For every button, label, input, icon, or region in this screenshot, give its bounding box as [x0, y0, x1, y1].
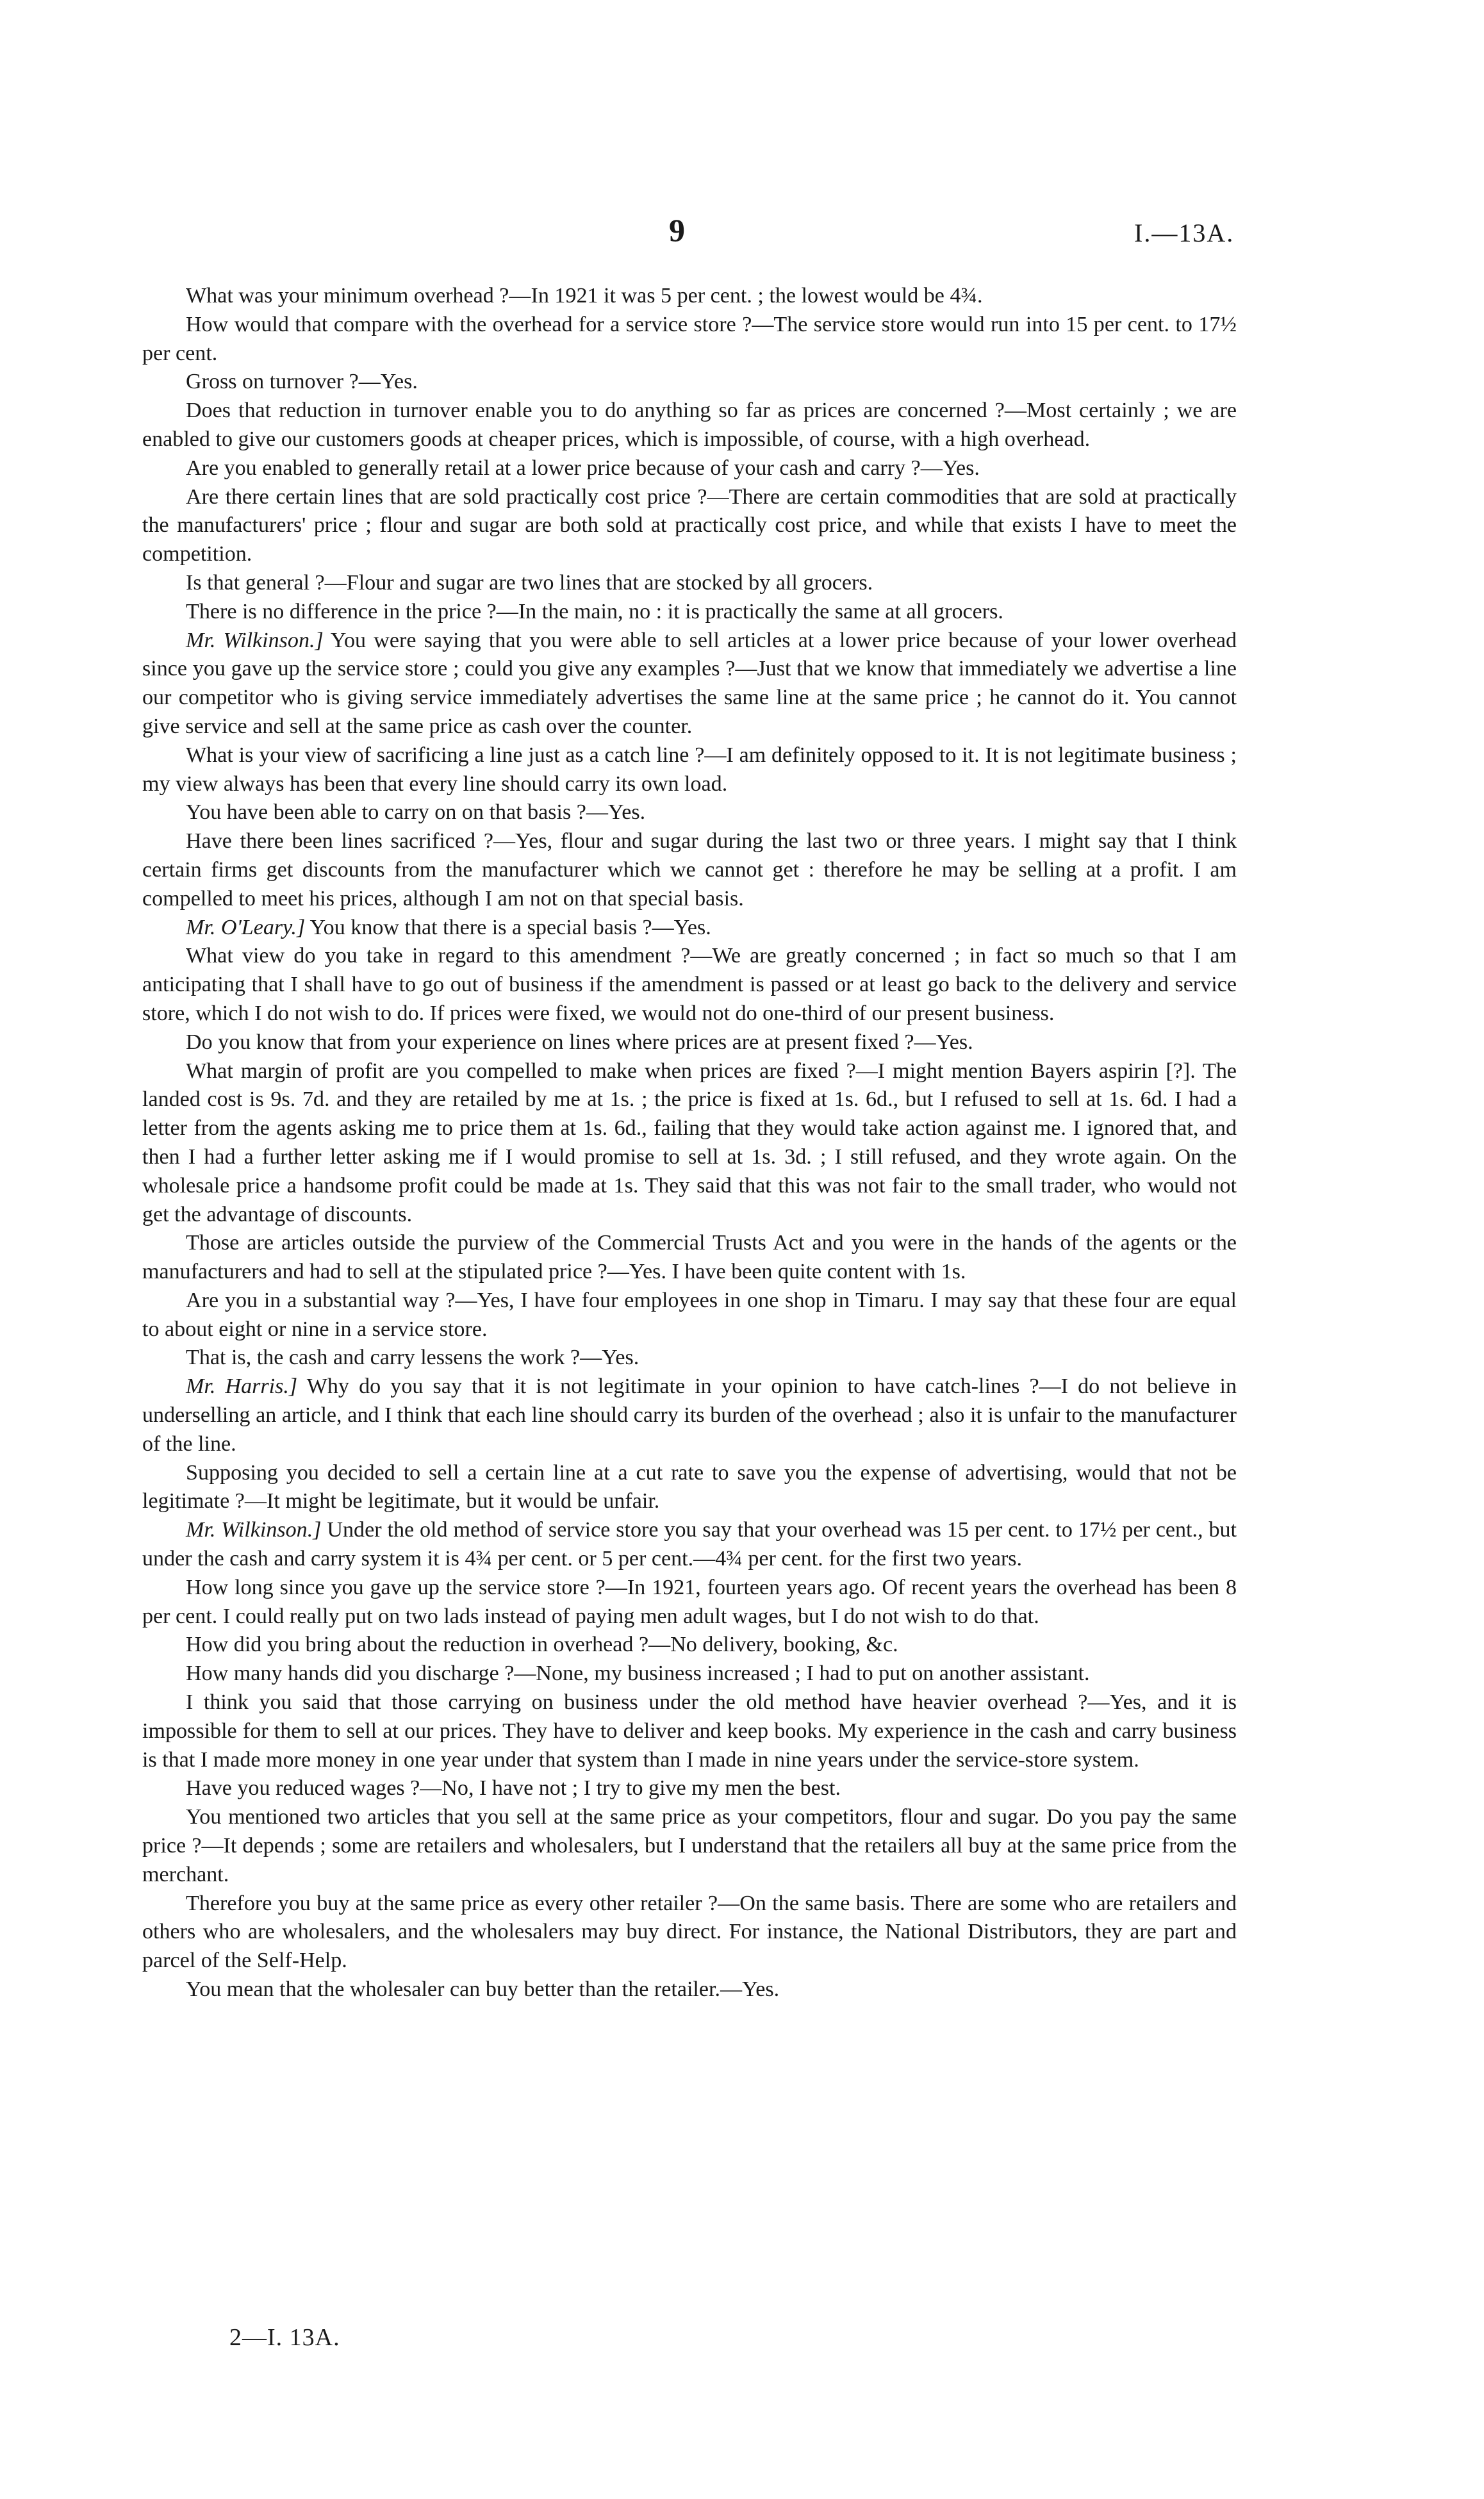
paragraph — [142, 627, 1237, 741]
speaker-label: Mr. Wilkinson.] — [186, 1518, 322, 1542]
paragraph-text: Gross on turnover ?—Yes. — [186, 370, 418, 394]
signature-mark: 2—I. 13A. — [229, 2324, 340, 2351]
paragraph-text: Therefore you buy at the same price as every other retailer ?—On the same basis. There are some who are retailers and others who are wholesalers, and the wholesalers may buy direct. For instance, the National Distributors, they are part and parcel of the Self-Help. — [142, 1891, 1237, 1973]
paragraph — [142, 1774, 1237, 1803]
paragraph — [142, 1890, 1237, 1975]
speaker-label: Mr. Harris.] — [186, 1374, 298, 1399]
paragraph-text: What is your view of sacrificing a line just as a catch line ?—I am definitely opposed to it. It is not legitimate business ; my view always has been that every line should carry its own load. — [142, 743, 1237, 796]
paragraph-text: You mentioned two articles that you sell at the same price as your competitors, flour and sugar. Do you pay the same price ?—It depends ; some are retailers and wholesalers, but I understand that the retailers all buy at the same price from the merchant. — [142, 1805, 1237, 1886]
paragraph — [142, 569, 1237, 598]
paragraph — [142, 942, 1237, 1028]
page-reference: I.—13A. — [1134, 219, 1235, 247]
paragraph-text: How many hands did you discharge ?—None, my business increased ; I had to put on another assistant. — [186, 1662, 1090, 1686]
paragraph-text: How did you bring about the reduction in overhead ?—No delivery, booking, &c. — [186, 1633, 898, 1657]
paragraph — [142, 1028, 1237, 1057]
paragraph — [142, 798, 1237, 827]
paragraph — [142, 1057, 1237, 1230]
paragraph-text: Does that reduction in turnover enable you to do anything so far as prices are concerned ?—Most certainly ; we are enabled to give our customers goods at cheaper prices, which is impossible, of course, with a high overhead. — [142, 399, 1237, 451]
paragraph — [142, 311, 1237, 368]
paragraph-text: Have you reduced wages ?—No, I have not ; I try to give my men the best. — [186, 1776, 841, 1801]
page-number: 9 — [669, 212, 686, 248]
paragraph — [142, 1459, 1237, 1517]
paragraph-text: What was your minimum overhead ?—In 1921 it was 5 per cent. ; the lowest would be 4¾. — [186, 284, 983, 308]
evidence-transcript — [142, 282, 1237, 2004]
paragraph-text: What margin of profit are you compelled to make when prices are fixed ?—I might mention Bayers aspirin [?]. The landed cost is 9s. 7d. and they are retailed by me at 1s. ; the price is fixed at 1s. 6d., but I refused to sell at 1s. 6d. I had a letter from the agents asking me to price them at 1s. 6d., failing that they would take action against me. I ignored that, and then I had a further letter asking me if I would promise to sell at 1s. 3d. ; I still refused, and they wrote again. On the wholesale price a handsome profit could be made at 1s. They said that this was not fair to the small trader, who would not get the advantage of discounts. — [142, 1059, 1237, 1226]
paragraph — [142, 1516, 1237, 1574]
paragraph — [142, 1631, 1237, 1660]
paragraph-text: How would that compare with the overhead for a service store ?—The service store would run into 15 per cent. to 17½ per cent. — [142, 312, 1237, 365]
paragraph-text: Are there certain lines that are sold practically cost price ?—There are certain commodities that are sold at practically the manufacturers' price ; flour and sugar are both sold at practically cost price, and while that exists I have to meet the competition. — [142, 484, 1237, 566]
paragraph — [142, 741, 1237, 799]
paragraph-text: What view do you take in regard to this amendment ?—We are greatly concerned ; in fact so much so that I am anticipating that I shall have to go out of business if the amendment is passed or at least go back to the delivery and service store, which I do not wish to do. If prices were fixed, we would not do one-third of our present business. — [142, 944, 1237, 1025]
paragraph — [142, 827, 1237, 913]
speaker-label: Mr. O'Leary.] — [186, 915, 306, 939]
paragraph-text: Do you know that from your experience on lines where prices are at present fixed ?—Yes. — [186, 1030, 973, 1054]
paragraph — [142, 1975, 1237, 2004]
paragraph-text: How long since you gave up the service store ?—In 1921, fourteen years ago. Of recent years the overhead has been 8 per cent. I could really put on two lads instead of paying men adult wages, but I do not wish to do that. — [142, 1575, 1237, 1628]
paragraph — [142, 1688, 1237, 1774]
paragraph — [142, 1660, 1237, 1688]
paragraph — [142, 1373, 1237, 1458]
paragraph-text: Is that general ?—Flour and sugar are two lines that are stocked by all grocers. — [186, 570, 873, 595]
paragraph-text: You mean that the wholesaler can buy better than the retailer.—Yes. — [186, 1977, 780, 2002]
paragraph-text: Those are articles outside the purview of the Commercial Trusts Act and you were in the hands of the agents or the manufacturers and had to sell at the stipulated price ?—Yes. I have been quite content with 1s. — [142, 1231, 1237, 1284]
paragraph-text: Why do you say that it is not legitimate in your opinion to have catch-lines ?—I do not believe in underselling an article, and I think that each line should carry its burden of the overhead ; also it is unfair to the manufacturer of the line. — [142, 1374, 1237, 1456]
paragraph — [142, 368, 1237, 397]
paragraph-text: I think you said that those carrying on business under the old method have heavier overhead ?—Yes, and it is impossible for them to sell at our prices. They have to deliver and keep books. My experience in the cash and carry business is that I made more money in one year under that system than I made in nine years under the service-store system. — [142, 1690, 1237, 1772]
paragraph-text: Are you in a substantial way ?—Yes, I have four employees in one shop in Timaru. I may say that these four are equal to about eight or nine in a service store. — [142, 1288, 1237, 1341]
paragraph-text: You were saying that you were able to sell articles at a lower price because of your lower overhead since you gave up the service store ; could you give any examples ?—Just that we know that immediately we advertise a line our competitor who is giving service immediately advertises the same line at the same price ; he cannot do it. You cannot give service and sell at the same price as cash over the counter. — [142, 628, 1237, 738]
paragraph — [142, 1574, 1237, 1631]
paragraph — [142, 1803, 1237, 1889]
paragraph — [142, 1229, 1237, 1287]
paragraph-text: That is, the cash and carry lessens the work ?—Yes. — [186, 1346, 639, 1370]
paragraph — [142, 1287, 1237, 1344]
paragraph — [142, 1344, 1237, 1373]
paragraph-text: Are you enabled to generally retail at a lower price because of your cash and carry ?—Yes. — [186, 456, 980, 480]
paragraph-text: You know that there is a special basis ?—Yes. — [309, 915, 711, 939]
paragraph-text: Have there been lines sacrificed ?—Yes, flour and sugar during the last two or three years. I might say that I think certain firms get discounts from the manufacturer which we cannot get : therefore he may be selling at a profit. I am compelled to meet his prices, although I am not on that special basis. — [142, 829, 1237, 911]
paragraph — [142, 397, 1237, 454]
paragraph — [142, 483, 1237, 569]
paragraph — [142, 598, 1237, 627]
paragraph-text: You have been able to carry on on that basis ?—Yes. — [186, 800, 646, 825]
paragraph-text: There is no difference in the price ?—In the main, no : it is practically the same at all grocers. — [186, 599, 1003, 623]
paragraph — [142, 282, 1237, 311]
paragraph-text: Under the old method of service store you say that your overhead was 15 per cent. to 17½ per cent., but under the cash and carry system it is 4¾ per cent. or 5 per cent.—4¾ per cent. for the first two years. — [142, 1518, 1237, 1571]
paragraph-text: Supposing you decided to sell a certain line at a cut rate to save you the expense of advertising, would that not be legitimate ?—It might be legitimate, but it would be unfair. — [142, 1460, 1237, 1513]
paragraph — [142, 454, 1237, 483]
paragraph — [142, 914, 1237, 943]
speaker-label: Mr. Wilkinson.] — [186, 628, 324, 652]
